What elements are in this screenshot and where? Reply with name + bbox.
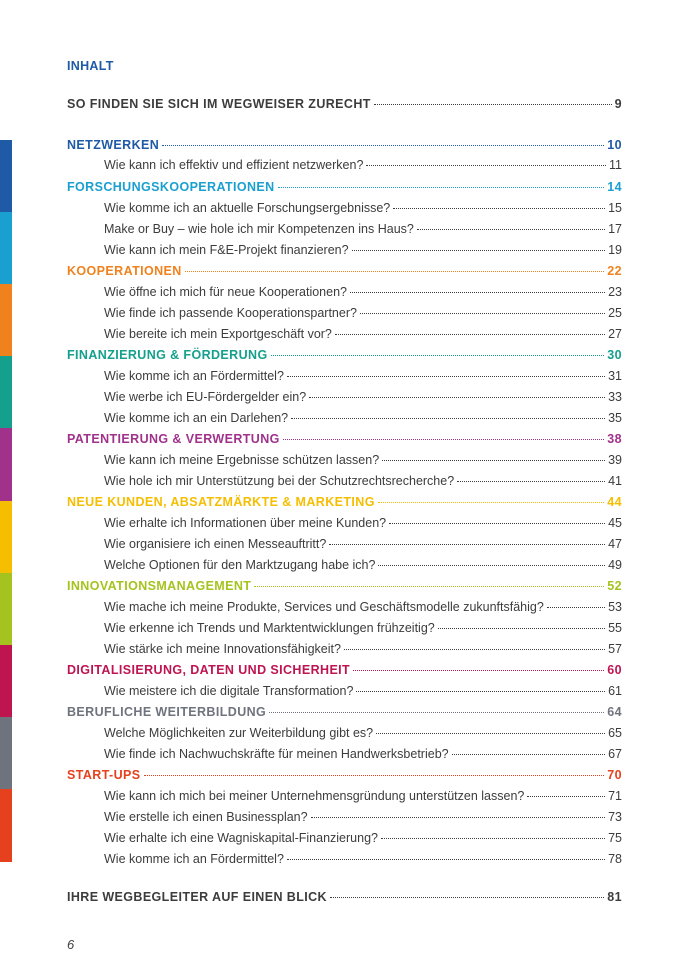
toc-leader-dots [457, 481, 605, 482]
toc-entry-title: NETZWERKEN [67, 138, 160, 152]
toc-leader-dots [417, 229, 605, 230]
toc-entry-title: NEUE KUNDEN, ABSATZMÄRKTE & MARKETING [67, 495, 375, 509]
toc-entry-page: 17 [608, 222, 622, 236]
toc-leader-dots [269, 712, 604, 713]
toc-entry-title: FORSCHUNGSKOOPERATIONEN [67, 180, 275, 194]
toc-entry[interactable] [104, 201, 622, 221]
toc-entry-title: BERUFLICHE WEITERBILDUNG [67, 705, 267, 719]
toc-leader-dots [291, 418, 605, 419]
toc-entry-title: DIGITALISIERUNG, DATEN UND SICHERHEIT [67, 663, 351, 677]
toc-leader-dots [309, 397, 605, 398]
toc-leader-dots [374, 104, 612, 105]
toc-entry-title: Wie bereite ich mein Exportgeschäft vor? [104, 327, 332, 341]
toc-section-entry[interactable] [67, 348, 622, 368]
strip-patent [0, 428, 12, 501]
toc-entry-title: Wie werbe ich EU-Fördergelder ein? [104, 390, 307, 404]
toc-entry-title: Wie komme ich an ein Darlehen? [104, 411, 289, 425]
toc-entry-page: 25 [608, 306, 622, 320]
toc-leader-dots [353, 670, 604, 671]
toc-entry-page: 31 [608, 369, 622, 383]
toc-entry-page: 27 [608, 327, 622, 341]
toc-entry-page: 9 [614, 97, 622, 111]
toc-entry[interactable] [104, 810, 622, 830]
toc-section-entry[interactable] [67, 768, 622, 788]
toc-entry[interactable] [104, 747, 622, 767]
toc-section-entry[interactable] [67, 97, 622, 117]
toc-leader-dots [344, 649, 605, 650]
toc-entry-title: Wie öffne ich mich für neue Kooperationen? [104, 285, 347, 299]
toc-entry[interactable] [104, 285, 622, 305]
toc-entry[interactable] [104, 558, 622, 578]
toc-section-entry[interactable] [67, 705, 622, 725]
strip-forschung [0, 212, 12, 284]
toc-entry-page: 60 [607, 663, 622, 677]
toc-leader-dots [352, 250, 606, 251]
toc-leader-dots [356, 691, 605, 692]
toc-entry-title: Wie kann ich effektiv und effizient netzwerken? [104, 158, 364, 172]
toc-entry-page: 35 [608, 411, 622, 425]
toc-entry-title: START-UPS [67, 768, 141, 782]
toc-entry-title: Wie kann ich mein F&E-Projekt finanzieren? [104, 243, 349, 257]
toc-entry-title: KOOPERATIONEN [67, 264, 182, 278]
toc-leader-dots [185, 271, 605, 272]
toc-entry-title: Wie mache ich meine Produkte, Services und Geschäftsmodelle zukunftsfähig? [104, 600, 544, 614]
toc-entry-title: Wie organisiere ich einen Messeauftritt? [104, 537, 327, 551]
toc-leader-dots [278, 187, 605, 188]
toc-entry-title: PATENTIERUNG & VERWERTUNG [67, 432, 280, 446]
toc-leader-dots [162, 145, 604, 146]
toc-leader-dots [366, 165, 606, 166]
page-number: 6 [67, 937, 75, 952]
toc-leader-dots [330, 897, 604, 898]
toc-entry[interactable] [104, 642, 622, 662]
toc-leader-dots [360, 313, 605, 314]
strip-netzwerken [0, 140, 12, 212]
toc-entry-page: 75 [608, 831, 622, 845]
toc-leader-dots [287, 376, 605, 377]
toc-entry[interactable] [104, 243, 622, 263]
toc-entry-page: 49 [608, 558, 622, 572]
toc-leader-dots [452, 754, 605, 755]
toc-entry[interactable] [104, 390, 622, 410]
toc-entry-title: Wie kann ich meine Ergebnisse schützen lassen? [104, 453, 380, 467]
toc-entry[interactable] [104, 474, 622, 494]
toc-entry-page: 33 [608, 390, 622, 404]
toc-leader-dots [382, 460, 605, 461]
toc-entry[interactable] [104, 222, 622, 242]
toc-entry-title: IHRE WEGBEGLEITER AUF EINEN BLICK [67, 890, 327, 904]
toc-leader-dots [311, 817, 606, 818]
toc-entry-page: 11 [609, 158, 622, 172]
strip-digital [0, 645, 12, 717]
toc-leader-dots [254, 586, 604, 587]
toc-leader-dots [381, 838, 605, 839]
toc-section-entry[interactable] [67, 138, 622, 158]
toc-entry-title: Wie finde ich passende Kooperationspartner? [104, 306, 357, 320]
toc-entry-page: 41 [608, 474, 622, 488]
toc-entry-title: Wie hole ich mir Unterstützung bei der Schutzrechtsrecherche? [104, 474, 455, 488]
toc-entry[interactable] [104, 726, 622, 746]
toc-entry-title: SO FINDEN SIE SICH IM WEGWEISER ZURECHT [67, 97, 371, 111]
toc-entry-page: 38 [607, 432, 622, 446]
toc-entry[interactable] [104, 369, 622, 389]
toc-entry-page: 30 [607, 348, 622, 362]
toc-entry[interactable] [104, 306, 622, 326]
toc-entry-title: Wie erhalte ich eine Wagniskapital-Finanzierung? [104, 831, 378, 845]
toc-entry-page: 23 [608, 285, 622, 299]
strip-startups [0, 789, 12, 862]
toc-section-entry[interactable] [67, 264, 622, 284]
toc-entry-page: 53 [608, 600, 622, 614]
toc-entry[interactable] [104, 537, 622, 557]
toc-entry-page: 65 [608, 726, 622, 740]
toc-entry-title: INNOVATIONSMANAGEMENT [67, 579, 252, 593]
toc-entry[interactable] [104, 327, 622, 347]
toc-entry[interactable] [104, 789, 622, 809]
toc-entry[interactable] [104, 684, 622, 704]
toc-entry-title: FINANZIERUNG & FÖRDERUNG [67, 348, 268, 362]
toc-entry-page: 78 [608, 852, 622, 866]
toc-leader-dots [287, 859, 605, 860]
toc-entry-title: Welche Optionen für den Marktzugang habe ich? [104, 558, 376, 572]
toc-section-entry[interactable] [67, 579, 622, 599]
toc-entry-title: Wie kann ich mich bei meiner Unternehmensgründung unterstützen lassen? [104, 789, 525, 803]
toc-entry-page: 70 [607, 768, 622, 782]
toc-entry-page: 44 [607, 495, 622, 509]
toc-section-entry[interactable] [67, 495, 622, 515]
toc-entry-page: 55 [608, 621, 622, 635]
toc-leader-dots [378, 565, 605, 566]
toc-entry[interactable] [104, 158, 622, 178]
toc-leader-dots [329, 544, 605, 545]
toc-entry-page: 10 [607, 138, 622, 152]
toc-entry-page: 67 [608, 747, 622, 761]
toc-leader-dots [271, 355, 605, 356]
strip-finanzierung [0, 356, 12, 428]
toc-entry-page: 45 [608, 516, 622, 530]
strip-kooperationen [0, 284, 12, 356]
toc-entry-page: 81 [607, 890, 622, 904]
strip-weiterbildung [0, 717, 12, 789]
toc-leader-dots [378, 502, 604, 503]
strip-innovation [0, 573, 12, 645]
toc-leader-dots [438, 628, 605, 629]
toc-entry-title: Wie komme ich an aktuelle Forschungsergebnisse? [104, 201, 391, 215]
toc-entry-page: 61 [608, 684, 622, 698]
toc-entry[interactable] [104, 453, 622, 473]
toc-entry-page: 39 [608, 453, 622, 467]
toc-leader-dots [350, 292, 605, 293]
toc-section-entry[interactable] [67, 432, 622, 452]
toc-leader-dots [389, 523, 605, 524]
toc-entry-title: Welche Möglichkeiten zur Weiterbildung gibt es? [104, 726, 374, 740]
toc-leader-dots [144, 775, 605, 776]
toc-section-entry[interactable] [67, 663, 622, 683]
toc-entry-title: Wie erstelle ich einen Businessplan? [104, 810, 308, 824]
toc-section-entry[interactable] [67, 180, 622, 200]
toc-entry-page: 47 [608, 537, 622, 551]
toc-entry[interactable] [104, 516, 622, 536]
toc-entry-title: Wie erkenne ich Trends und Marktentwicklungen frühzeitig? [104, 621, 435, 635]
toc-leader-dots [376, 733, 605, 734]
toc-entry-title: Wie stärke ich meine Innovationsfähigkeit? [104, 642, 341, 656]
toc-leader-dots [547, 607, 605, 608]
toc-entry[interactable] [104, 621, 622, 641]
toc-entry-page: 64 [607, 705, 622, 719]
toc-entry[interactable] [104, 411, 622, 431]
toc-entry-page: 14 [607, 180, 622, 194]
toc-entry-title: Make or Buy – wie hole ich mir Kompetenzen ins Haus? [104, 222, 414, 236]
toc-entry[interactable] [104, 831, 622, 851]
toc-entry-page: 73 [608, 810, 622, 824]
toc-leader-dots [335, 334, 605, 335]
toc-leader-dots [527, 796, 605, 797]
page-title: INHALT [67, 59, 114, 73]
toc-entry-title: Wie finde ich Nachwuchskräfte für meinen Handwerksbetrieb? [104, 747, 449, 761]
toc-entry-page: 15 [608, 201, 622, 215]
toc-entry-title: Wie komme ich an Fördermittel? [104, 852, 284, 866]
toc-entry-title: Wie erhalte ich Informationen über meine Kunden? [104, 516, 387, 530]
toc-entry-title: Wie komme ich an Fördermittel? [104, 369, 284, 383]
toc-entry-page: 52 [607, 579, 622, 593]
toc-leader-dots [393, 208, 605, 209]
toc-entry-page: 57 [608, 642, 622, 656]
toc-section-entry[interactable] [67, 890, 622, 910]
toc-entry[interactable] [104, 600, 622, 620]
toc-entry[interactable] [104, 852, 622, 872]
toc-entry-title: Wie meistere ich die digitale Transformation? [104, 684, 354, 698]
toc-leader-dots [283, 439, 604, 440]
strip-kunden [0, 501, 12, 573]
toc-entry-page: 19 [608, 243, 622, 257]
toc-entry-page: 71 [608, 789, 622, 803]
toc-entry-page: 22 [607, 264, 622, 278]
